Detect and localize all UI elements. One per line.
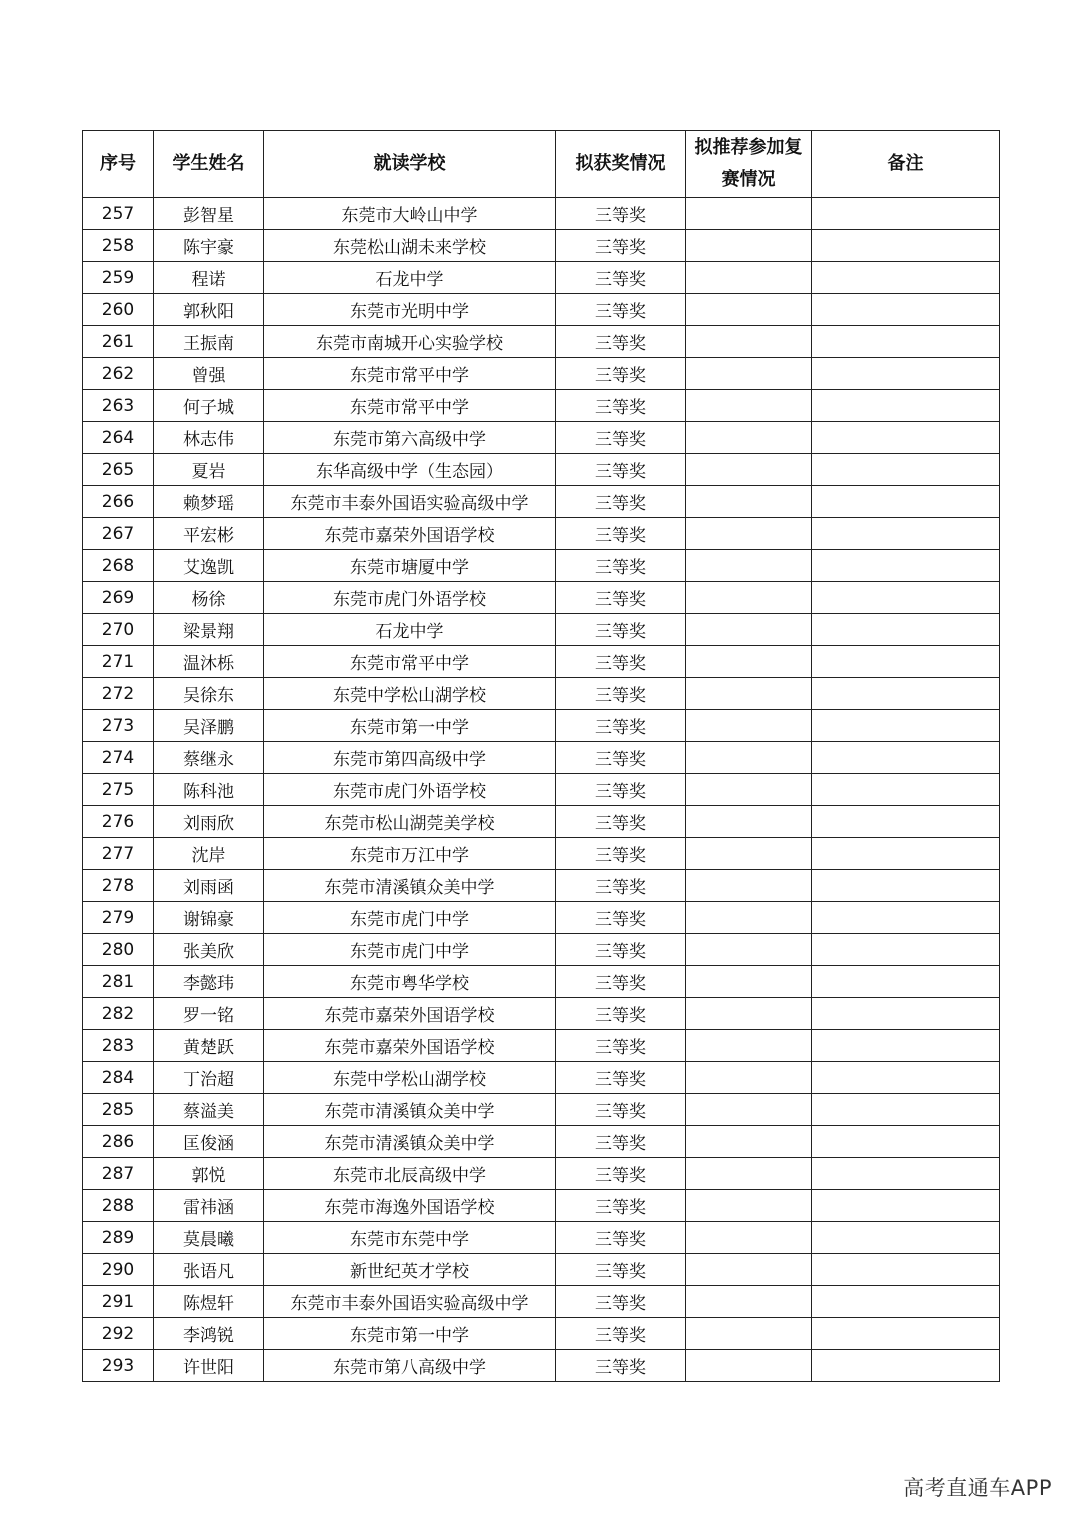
cell-index: 265: [83, 454, 154, 486]
cell-index: 259: [83, 262, 154, 294]
cell-student-name: 李懿玮: [154, 966, 264, 998]
cell-school: 东莞市海逸外国语学校: [264, 1190, 556, 1222]
table-row: [83, 358, 1000, 390]
cell-award: 三等奖: [556, 1126, 686, 1158]
cell-award: 三等奖: [556, 1222, 686, 1254]
cell-school: 石龙中学: [264, 614, 556, 646]
cell-index: 287: [83, 1158, 154, 1190]
cell-student-name: 温沐栎: [154, 646, 264, 678]
cell-student-name: 罗一铭: [154, 998, 264, 1030]
cell-award: 三等奖: [556, 1094, 686, 1126]
cell-recommendation: [686, 678, 812, 710]
table-row: [83, 326, 1000, 358]
cell-remarks: [812, 550, 1000, 582]
table-row: [83, 390, 1000, 422]
table-row: [83, 582, 1000, 614]
table-row: [83, 1254, 1000, 1286]
cell-remarks: [812, 486, 1000, 518]
cell-recommendation: [686, 518, 812, 550]
table-row: [83, 262, 1000, 294]
cell-student-name: 陈宇豪: [154, 230, 264, 262]
cell-recommendation: [686, 1158, 812, 1190]
cell-remarks: [812, 710, 1000, 742]
cell-student-name: 蔡溢美: [154, 1094, 264, 1126]
cell-recommendation: [686, 262, 812, 294]
cell-school: 东莞松山湖未来学校: [264, 230, 556, 262]
cell-award: 三等奖: [556, 1030, 686, 1062]
cell-index: 280: [83, 934, 154, 966]
cell-school: 东莞市嘉荣外国语学校: [264, 1030, 556, 1062]
cell-school: 东莞中学松山湖学校: [264, 678, 556, 710]
cell-school: 东莞市清溪镇众美中学: [264, 1126, 556, 1158]
cell-recommendation: [686, 1126, 812, 1158]
cell-student-name: 彭智星: [154, 198, 264, 230]
header-index: 序号: [83, 131, 154, 198]
table-row: [83, 646, 1000, 678]
table-row: [83, 1126, 1000, 1158]
table-row: [83, 454, 1000, 486]
table-row: [83, 486, 1000, 518]
cell-school: 东莞市虎门中学: [264, 902, 556, 934]
cell-recommendation: [686, 1254, 812, 1286]
table-row: [83, 806, 1000, 838]
cell-school: 新世纪英才学校: [264, 1254, 556, 1286]
cell-recommendation: [686, 870, 812, 902]
cell-award: 三等奖: [556, 646, 686, 678]
cell-remarks: [812, 390, 1000, 422]
cell-recommendation: [686, 742, 812, 774]
cell-student-name: 王振南: [154, 326, 264, 358]
cell-index: 284: [83, 1062, 154, 1094]
cell-school: 东莞市虎门外语学校: [264, 774, 556, 806]
cell-recommendation: [686, 1350, 812, 1382]
cell-remarks: [812, 198, 1000, 230]
header-school: 就读学校: [264, 131, 556, 198]
cell-recommendation: [686, 1318, 812, 1350]
cell-remarks: [812, 614, 1000, 646]
cell-award: 三等奖: [556, 774, 686, 806]
cell-school: 东莞市常平中学: [264, 358, 556, 390]
cell-student-name: 刘雨函: [154, 870, 264, 902]
cell-recommendation: [686, 198, 812, 230]
cell-index: 270: [83, 614, 154, 646]
cell-school: 东莞市常平中学: [264, 390, 556, 422]
cell-student-name: 林志伟: [154, 422, 264, 454]
cell-recommendation: [686, 326, 812, 358]
cell-award: 三等奖: [556, 422, 686, 454]
table-row: [83, 710, 1000, 742]
cell-remarks: [812, 870, 1000, 902]
cell-recommendation: [686, 422, 812, 454]
table-row: [83, 774, 1000, 806]
cell-school: 东莞中学松山湖学校: [264, 1062, 556, 1094]
cell-award: 三等奖: [556, 966, 686, 998]
cell-remarks: [812, 230, 1000, 262]
cell-recommendation: [686, 998, 812, 1030]
cell-school: 东莞市虎门中学: [264, 934, 556, 966]
cell-recommendation: [686, 614, 812, 646]
table-row: [83, 230, 1000, 262]
cell-student-name: 刘雨欣: [154, 806, 264, 838]
cell-index: 285: [83, 1094, 154, 1126]
table-row: [83, 1094, 1000, 1126]
cell-student-name: 曾强: [154, 358, 264, 390]
cell-remarks: [812, 1222, 1000, 1254]
cell-student-name: 梁景翔: [154, 614, 264, 646]
cell-recommendation: [686, 1190, 812, 1222]
cell-school: 东莞市南城开心实验学校: [264, 326, 556, 358]
cell-index: 274: [83, 742, 154, 774]
cell-remarks: [812, 678, 1000, 710]
cell-index: 293: [83, 1350, 154, 1382]
cell-remarks: [812, 966, 1000, 998]
cell-index: 263: [83, 390, 154, 422]
cell-remarks: [812, 646, 1000, 678]
cell-remarks: [812, 774, 1000, 806]
cell-remarks: [812, 422, 1000, 454]
table-row: [83, 870, 1000, 902]
cell-school: 东莞市松山湖莞美学校: [264, 806, 556, 838]
cell-remarks: [812, 1158, 1000, 1190]
table-row: [83, 966, 1000, 998]
cell-remarks: [812, 518, 1000, 550]
cell-student-name: 雷祎涵: [154, 1190, 264, 1222]
cell-remarks: [812, 934, 1000, 966]
cell-index: 271: [83, 646, 154, 678]
cell-award: 三等奖: [556, 806, 686, 838]
cell-school: 东莞市粤华学校: [264, 966, 556, 998]
table-row: [83, 1030, 1000, 1062]
cell-recommendation: [686, 838, 812, 870]
cell-remarks: [812, 262, 1000, 294]
cell-remarks: [812, 1094, 1000, 1126]
cell-school: 石龙中学: [264, 262, 556, 294]
cell-student-name: 何子城: [154, 390, 264, 422]
cell-index: 292: [83, 1318, 154, 1350]
cell-recommendation: [686, 710, 812, 742]
table-row: [83, 1190, 1000, 1222]
cell-student-name: 许世阳: [154, 1350, 264, 1382]
cell-student-name: 赖梦瑶: [154, 486, 264, 518]
cell-recommendation: [686, 806, 812, 838]
cell-recommendation: [686, 902, 812, 934]
cell-index: 275: [83, 774, 154, 806]
cell-award: 三等奖: [556, 1062, 686, 1094]
cell-award: 三等奖: [556, 902, 686, 934]
table-row: [83, 614, 1000, 646]
cell-index: 264: [83, 422, 154, 454]
cell-index: 286: [83, 1126, 154, 1158]
table-row: [83, 838, 1000, 870]
cell-index: 262: [83, 358, 154, 390]
cell-student-name: 陈煜轩: [154, 1286, 264, 1318]
cell-remarks: [812, 294, 1000, 326]
cell-recommendation: [686, 230, 812, 262]
cell-award: 三等奖: [556, 934, 686, 966]
cell-school: 东莞市大岭山中学: [264, 198, 556, 230]
cell-school: 东莞市丰泰外国语实验高级中学: [264, 486, 556, 518]
cell-index: 283: [83, 1030, 154, 1062]
header-student-name: 学生姓名: [154, 131, 264, 198]
table-row: [83, 678, 1000, 710]
cell-remarks: [812, 1254, 1000, 1286]
cell-index: 291: [83, 1286, 154, 1318]
cell-recommendation: [686, 1094, 812, 1126]
cell-award: 三等奖: [556, 518, 686, 550]
cell-recommendation: [686, 1222, 812, 1254]
table-row: [83, 1222, 1000, 1254]
cell-school: 东莞市塘厦中学: [264, 550, 556, 582]
cell-remarks: [812, 1318, 1000, 1350]
cell-index: 279: [83, 902, 154, 934]
cell-school: 东华高级中学（生态园）: [264, 454, 556, 486]
cell-award: 三等奖: [556, 582, 686, 614]
cell-student-name: 郭悦: [154, 1158, 264, 1190]
cell-award: 三等奖: [556, 486, 686, 518]
cell-school: 东莞市嘉荣外国语学校: [264, 518, 556, 550]
cell-recommendation: [686, 582, 812, 614]
cell-remarks: [812, 1350, 1000, 1382]
cell-school: 东莞市常平中学: [264, 646, 556, 678]
cell-remarks: [812, 1062, 1000, 1094]
cell-award: 三等奖: [556, 198, 686, 230]
cell-award: 三等奖: [556, 1190, 686, 1222]
cell-student-name: 程诺: [154, 262, 264, 294]
cell-school: 东莞市北辰高级中学: [264, 1158, 556, 1190]
cell-remarks: [812, 358, 1000, 390]
table-row: [83, 422, 1000, 454]
cell-student-name: 张美欣: [154, 934, 264, 966]
table-row: [83, 934, 1000, 966]
cell-student-name: 匡俊涵: [154, 1126, 264, 1158]
cell-award: 三等奖: [556, 742, 686, 774]
cell-student-name: 丁治超: [154, 1062, 264, 1094]
cell-student-name: 艾逸凯: [154, 550, 264, 582]
table-row: [83, 1318, 1000, 1350]
cell-index: 258: [83, 230, 154, 262]
cell-school: 东莞市第八高级中学: [264, 1350, 556, 1382]
cell-student-name: 李鸿锐: [154, 1318, 264, 1350]
cell-remarks: [812, 1030, 1000, 1062]
cell-recommendation: [686, 934, 812, 966]
cell-index: 261: [83, 326, 154, 358]
cell-school: 东莞市东莞中学: [264, 1222, 556, 1254]
cell-remarks: [812, 454, 1000, 486]
cell-school: 东莞市第六高级中学: [264, 422, 556, 454]
cell-recommendation: [686, 1062, 812, 1094]
table-row: [83, 550, 1000, 582]
cell-recommendation: [686, 966, 812, 998]
cell-index: 290: [83, 1254, 154, 1286]
cell-school: 东莞市清溪镇众美中学: [264, 870, 556, 902]
table-row: [83, 902, 1000, 934]
header-row: [83, 131, 1000, 198]
cell-award: 三等奖: [556, 870, 686, 902]
cell-index: 281: [83, 966, 154, 998]
cell-award: 三等奖: [556, 1318, 686, 1350]
cell-award: 三等奖: [556, 1286, 686, 1318]
cell-recommendation: [686, 454, 812, 486]
cell-index: 268: [83, 550, 154, 582]
cell-remarks: [812, 838, 1000, 870]
cell-recommendation: [686, 550, 812, 582]
cell-school: 东莞市嘉荣外国语学校: [264, 998, 556, 1030]
table-row: [83, 1062, 1000, 1094]
cell-student-name: 沈岸: [154, 838, 264, 870]
cell-index: 260: [83, 294, 154, 326]
cell-student-name: 夏岩: [154, 454, 264, 486]
cell-recommendation: [686, 486, 812, 518]
table-body: [83, 198, 1000, 1382]
header-remarks: 备注: [812, 131, 1000, 198]
cell-award: 三等奖: [556, 838, 686, 870]
cell-award: 三等奖: [556, 230, 686, 262]
cell-index: 266: [83, 486, 154, 518]
cell-index: 269: [83, 582, 154, 614]
cell-index: 273: [83, 710, 154, 742]
cell-recommendation: [686, 358, 812, 390]
watermark-text: 高考直通车APP: [903, 1476, 1052, 1500]
table-row: [83, 1286, 1000, 1318]
cell-school: 东莞市第一中学: [264, 710, 556, 742]
cell-student-name: 陈科池: [154, 774, 264, 806]
table-row: [83, 1350, 1000, 1382]
cell-remarks: [812, 326, 1000, 358]
cell-school: 东莞市万江中学: [264, 838, 556, 870]
cell-recommendation: [686, 1286, 812, 1318]
cell-remarks: [812, 742, 1000, 774]
cell-remarks: [812, 806, 1000, 838]
cell-school: 东莞市丰泰外国语实验高级中学: [264, 1286, 556, 1318]
cell-student-name: 吴泽鹏: [154, 710, 264, 742]
cell-index: 257: [83, 198, 154, 230]
cell-index: 288: [83, 1190, 154, 1222]
cell-school: 东莞市虎门外语学校: [264, 582, 556, 614]
header-recommendation: 拟推荐参加复赛情况: [686, 131, 812, 198]
cell-student-name: 郭秋阳: [154, 294, 264, 326]
cell-award: 三等奖: [556, 614, 686, 646]
cell-remarks: [812, 582, 1000, 614]
table-row: [83, 294, 1000, 326]
cell-remarks: [812, 1286, 1000, 1318]
cell-award: 三等奖: [556, 1254, 686, 1286]
cell-student-name: 蔡继永: [154, 742, 264, 774]
cell-award: 三等奖: [556, 326, 686, 358]
cell-student-name: 谢锦豪: [154, 902, 264, 934]
cell-school: 东莞市第四高级中学: [264, 742, 556, 774]
cell-index: 267: [83, 518, 154, 550]
cell-award: 三等奖: [556, 678, 686, 710]
cell-award: 三等奖: [556, 390, 686, 422]
cell-recommendation: [686, 294, 812, 326]
cell-remarks: [812, 1190, 1000, 1222]
cell-student-name: 平宏彬: [154, 518, 264, 550]
cell-index: 282: [83, 998, 154, 1030]
cell-index: 278: [83, 870, 154, 902]
cell-award: 三等奖: [556, 262, 686, 294]
cell-award: 三等奖: [556, 294, 686, 326]
cell-recommendation: [686, 1030, 812, 1062]
cell-award: 三等奖: [556, 1350, 686, 1382]
cell-school: 东莞市光明中学: [264, 294, 556, 326]
cell-student-name: 杨徐: [154, 582, 264, 614]
cell-student-name: 黄楚跃: [154, 1030, 264, 1062]
cell-index: 277: [83, 838, 154, 870]
header-award: 拟获奖情况: [556, 131, 686, 198]
cell-school: 东莞市清溪镇众美中学: [264, 1094, 556, 1126]
cell-index: 276: [83, 806, 154, 838]
award-list-table: [82, 130, 1000, 1382]
cell-student-name: 张语凡: [154, 1254, 264, 1286]
table-row: [83, 998, 1000, 1030]
cell-award: 三等奖: [556, 710, 686, 742]
cell-recommendation: [686, 390, 812, 422]
cell-recommendation: [686, 774, 812, 806]
cell-award: 三等奖: [556, 550, 686, 582]
table-row: [83, 742, 1000, 774]
cell-award: 三等奖: [556, 1158, 686, 1190]
cell-student-name: 莫晨曦: [154, 1222, 264, 1254]
cell-remarks: [812, 902, 1000, 934]
cell-school: 东莞市第一中学: [264, 1318, 556, 1350]
cell-index: 289: [83, 1222, 154, 1254]
cell-remarks: [812, 1126, 1000, 1158]
cell-index: 272: [83, 678, 154, 710]
cell-award: 三等奖: [556, 998, 686, 1030]
cell-student-name: 吴徐东: [154, 678, 264, 710]
table-header: [83, 131, 1000, 198]
table-row: [83, 518, 1000, 550]
cell-award: 三等奖: [556, 358, 686, 390]
table-row: [83, 198, 1000, 230]
table-row: [83, 1158, 1000, 1190]
cell-award: 三等奖: [556, 454, 686, 486]
cell-remarks: [812, 998, 1000, 1030]
cell-recommendation: [686, 646, 812, 678]
